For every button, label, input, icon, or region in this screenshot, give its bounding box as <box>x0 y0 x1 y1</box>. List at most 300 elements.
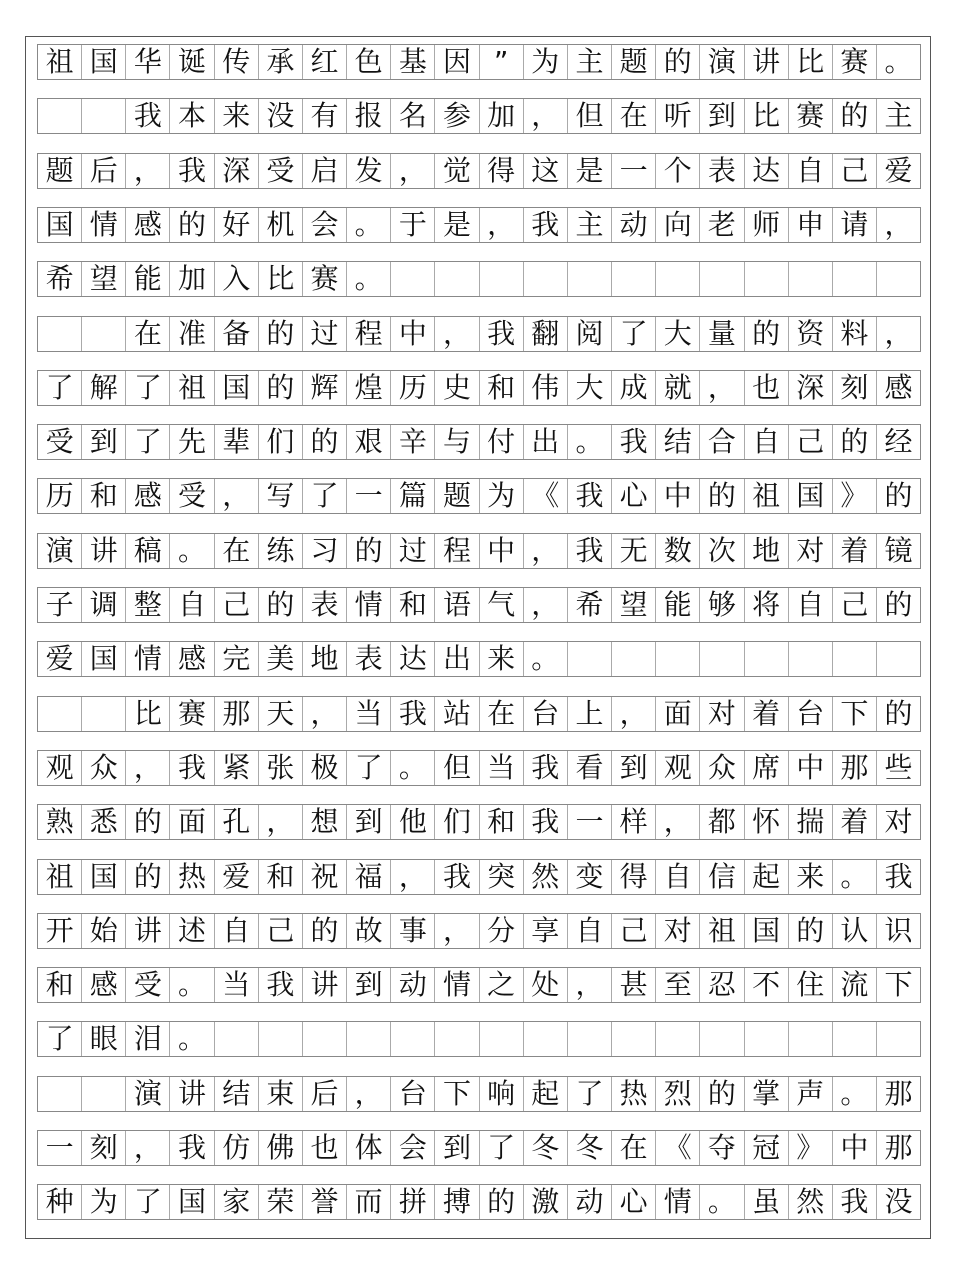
char-cell: 然 <box>789 1185 833 1219</box>
char-cell: 《 <box>524 479 568 513</box>
char-cell: 赛 <box>303 262 347 296</box>
char-cell: 变 <box>568 860 612 894</box>
char-cell: 那 <box>884 1076 913 1110</box>
char-cell: 我 <box>170 154 214 188</box>
char-cell: 为 <box>524 45 568 79</box>
char-cell: 篇 <box>391 479 435 513</box>
char-cell: 参 <box>435 99 479 133</box>
char-cell: 束 <box>259 1077 303 1111</box>
char-cell: 和 <box>38 968 82 1002</box>
char-cell: 受 <box>38 425 82 459</box>
char-cell: 演 <box>700 45 744 79</box>
char-cell: 孔 <box>215 805 259 839</box>
char-cell: 到 <box>347 805 391 839</box>
char-cell: 无 <box>612 534 656 568</box>
char-cell: 是 <box>435 208 479 242</box>
char-cell: 那 <box>833 751 877 785</box>
char-cell: 加 <box>480 99 524 133</box>
char-cell: 地 <box>745 534 789 568</box>
char-cell: 下 <box>435 1077 479 1111</box>
char-cell: 到 <box>347 968 391 1002</box>
char-cell: 他 <box>391 805 435 839</box>
char-cell <box>38 697 82 731</box>
char-cell: 国 <box>215 371 259 405</box>
text-line <box>37 261 921 297</box>
char-cell: 祖 <box>38 860 82 894</box>
char-cell: ， <box>524 588 568 622</box>
char-cell <box>656 1022 700 1056</box>
char-cell: 福 <box>347 860 391 894</box>
char-cell: 揣 <box>789 805 833 839</box>
char-cell: 我 <box>524 751 568 785</box>
char-cell: 语 <box>435 588 479 622</box>
char-cell: 己 <box>833 588 877 622</box>
char-cell: 面 <box>170 805 214 839</box>
char-cell: 于 <box>391 208 435 242</box>
char-cell: 华 <box>126 45 170 79</box>
char-cell: 启 <box>303 154 347 188</box>
char-cell: 台 <box>524 697 568 731</box>
char-cell: 成 <box>612 371 656 405</box>
char-cell: 一 <box>38 1131 82 1165</box>
char-cell: 比 <box>789 45 833 79</box>
char-cell: 料 <box>833 317 877 351</box>
char-cell: 地 <box>303 642 347 676</box>
char-cell: ， <box>215 479 259 513</box>
char-cell: 己 <box>259 914 303 948</box>
char-cell: 热 <box>612 1077 656 1111</box>
char-cell: 席 <box>745 751 789 785</box>
char-cell: 解 <box>82 371 126 405</box>
char-cell: 冠 <box>745 1131 789 1165</box>
char-cell: 这 <box>524 154 568 188</box>
char-cell: 煌 <box>347 371 391 405</box>
char-cell: 述 <box>170 914 214 948</box>
char-cell: 动 <box>612 208 656 242</box>
char-cell <box>877 1022 920 1056</box>
text-line <box>37 859 921 895</box>
char-cell: 了 <box>612 317 656 351</box>
char-cell: 老 <box>700 208 744 242</box>
char-cell: 经 <box>884 425 913 459</box>
char-cell: 辈 <box>215 425 259 459</box>
char-cell <box>524 1022 568 1056</box>
char-cell <box>524 262 568 296</box>
char-cell: 量 <box>700 317 744 351</box>
char-cell: 国 <box>38 208 82 242</box>
char-cell: 的 <box>347 534 391 568</box>
char-cell: 到 <box>700 99 744 133</box>
char-cell: 面 <box>656 697 700 731</box>
char-cell: ， <box>480 208 524 242</box>
char-cell: 大 <box>568 371 612 405</box>
char-cell: 不 <box>745 968 789 1002</box>
char-cell: 看 <box>568 751 612 785</box>
char-cell: 感 <box>82 968 126 1002</box>
char-cell: 动 <box>391 968 435 1002</box>
char-cell: 是 <box>568 154 612 188</box>
char-cell: 出 <box>435 642 479 676</box>
char-cell <box>789 1022 833 1056</box>
char-cell <box>656 642 700 676</box>
char-cell: ， <box>435 317 479 351</box>
char-cell: 的 <box>656 45 700 79</box>
char-cell: 和 <box>480 371 524 405</box>
char-cell: 翻 <box>524 317 568 351</box>
text-line <box>37 316 921 352</box>
char-cell: 想 <box>303 805 347 839</box>
char-cell: 在 <box>612 1131 656 1165</box>
char-cell: 辉 <box>303 371 347 405</box>
char-cell <box>612 642 656 676</box>
char-cell: 望 <box>82 262 126 296</box>
char-cell: 也 <box>745 371 789 405</box>
text-line <box>37 98 921 134</box>
char-cell: 来 <box>215 99 259 133</box>
char-cell: ， <box>568 968 612 1002</box>
char-cell: 事 <box>391 914 435 948</box>
char-cell: 国 <box>82 642 126 676</box>
char-cell: 和 <box>82 479 126 513</box>
char-cell: 表 <box>700 154 744 188</box>
char-cell: ， <box>884 316 913 350</box>
char-cell: 心 <box>612 479 656 513</box>
char-cell: 我 <box>568 534 612 568</box>
char-cell: 祖 <box>700 914 744 948</box>
char-cell: 在 <box>612 99 656 133</box>
char-cell: 故 <box>347 914 391 948</box>
char-cell: 了 <box>126 1185 170 1219</box>
char-cell: 至 <box>656 968 700 1002</box>
char-cell: 基 <box>391 45 435 79</box>
char-cell: 中 <box>833 1131 877 1165</box>
char-cell: 后 <box>303 1077 347 1111</box>
char-cell: 到 <box>82 425 126 459</box>
char-cell: 张 <box>259 751 303 785</box>
char-cell: 着 <box>833 805 877 839</box>
char-cell: 对 <box>884 805 913 839</box>
char-cell: 程 <box>347 317 391 351</box>
char-cell <box>82 317 126 351</box>
char-cell: 开 <box>38 914 82 948</box>
char-cell <box>700 262 744 296</box>
char-cell <box>745 1022 789 1056</box>
char-cell: 。 <box>347 208 391 242</box>
char-cell: 。 <box>568 425 612 459</box>
char-cell: 自 <box>789 154 833 188</box>
char-cell <box>38 317 82 351</box>
char-cell: 自 <box>789 588 833 622</box>
char-cell: 一 <box>568 805 612 839</box>
char-cell: 我 <box>126 99 170 133</box>
char-cell: 加 <box>170 262 214 296</box>
text-line <box>37 1184 921 1220</box>
char-cell: 就 <box>656 371 700 405</box>
char-cell: 我 <box>612 425 656 459</box>
char-cell: 够 <box>700 588 744 622</box>
char-cell: 怀 <box>745 805 789 839</box>
text-line <box>37 967 921 1003</box>
char-cell: 次 <box>700 534 744 568</box>
char-cell: 和 <box>259 860 303 894</box>
text-line <box>37 370 921 406</box>
char-cell: 我 <box>259 968 303 1002</box>
char-cell <box>568 262 612 296</box>
char-cell: 自 <box>568 914 612 948</box>
char-cell: 比 <box>745 99 789 133</box>
text-line <box>37 533 921 569</box>
char-cell: 天 <box>259 697 303 731</box>
char-cell: 美 <box>259 642 303 676</box>
char-cell: 国 <box>82 860 126 894</box>
char-cell: 的 <box>170 208 214 242</box>
char-cell: 一 <box>347 479 391 513</box>
char-cell: 将 <box>745 588 789 622</box>
char-cell: 感 <box>126 208 170 242</box>
char-cell: 。 <box>347 262 391 296</box>
char-cell: 希 <box>568 588 612 622</box>
char-cell: 识 <box>884 913 913 947</box>
char-cell: ， <box>524 99 568 133</box>
text-line <box>37 44 921 80</box>
char-cell: 没 <box>259 99 303 133</box>
char-cell: 感 <box>170 642 214 676</box>
char-cell: 心 <box>612 1185 656 1219</box>
char-cell: 住 <box>789 968 833 1002</box>
char-cell: 熟 <box>38 805 82 839</box>
char-cell: 结 <box>215 1077 259 1111</box>
char-cell: 样 <box>612 805 656 839</box>
char-cell <box>435 1022 479 1056</box>
char-cell: 会 <box>303 208 347 242</box>
char-cell: 能 <box>126 262 170 296</box>
char-cell: 情 <box>656 1185 700 1219</box>
char-cell: 紧 <box>215 751 259 785</box>
char-cell: ， <box>303 697 347 731</box>
char-cell: 国 <box>789 479 833 513</box>
char-cell: 起 <box>524 1077 568 1111</box>
char-cell: 准 <box>170 317 214 351</box>
char-cell: 都 <box>700 805 744 839</box>
char-cell: 那 <box>884 1131 913 1164</box>
char-cell: 付 <box>480 425 524 459</box>
char-cell: 们 <box>259 425 303 459</box>
char-cell: 众 <box>82 751 126 785</box>
char-cell: 对 <box>789 534 833 568</box>
char-cell: 后 <box>82 154 126 188</box>
char-cell <box>789 642 833 676</box>
char-cell: ， <box>391 154 435 188</box>
char-cell <box>568 1022 612 1056</box>
char-cell: 向 <box>656 208 700 242</box>
char-cell: 国 <box>82 45 126 79</box>
text-line <box>37 913 921 949</box>
char-cell: ， <box>126 751 170 785</box>
char-cell: 达 <box>745 154 789 188</box>
text-line <box>37 478 921 514</box>
char-cell: 整 <box>126 588 170 622</box>
char-cell <box>700 1022 744 1056</box>
text-line <box>37 207 921 243</box>
char-cell: 我 <box>524 208 568 242</box>
char-cell <box>303 1022 347 1056</box>
char-cell: 己 <box>789 425 833 459</box>
char-cell: 了 <box>568 1077 612 1111</box>
char-cell: 仿 <box>215 1131 259 1165</box>
char-cell: 得 <box>480 154 524 188</box>
text-line <box>37 804 921 840</box>
char-cell: 表 <box>347 642 391 676</box>
char-cell: 眼 <box>82 1022 126 1056</box>
char-cell: 赛 <box>833 45 877 79</box>
char-cell: 入 <box>215 262 259 296</box>
char-cell: 突 <box>480 860 524 894</box>
char-cell: 对 <box>700 697 744 731</box>
char-cell: 讲 <box>303 968 347 1002</box>
char-cell: 些 <box>884 750 913 784</box>
char-cell: 了 <box>303 479 347 513</box>
char-cell: 感 <box>884 370 913 404</box>
char-cell: 极 <box>303 751 347 785</box>
char-cell: 佛 <box>259 1131 303 1165</box>
char-cell: 当 <box>480 751 524 785</box>
char-cell: 在 <box>480 697 524 731</box>
char-cell: 。 <box>524 642 568 676</box>
char-cell: 一 <box>612 154 656 188</box>
char-cell: 报 <box>347 99 391 133</box>
char-cell: 。 <box>833 1077 877 1111</box>
char-cell: 自 <box>656 860 700 894</box>
char-cell: 色 <box>347 45 391 79</box>
char-cell: 自 <box>170 588 214 622</box>
char-cell: 对 <box>656 914 700 948</box>
char-cell: 在 <box>215 534 259 568</box>
text-line <box>37 587 921 623</box>
char-cell: 情 <box>82 208 126 242</box>
char-cell: 《 <box>656 1131 700 1165</box>
char-cell: 辛 <box>391 425 435 459</box>
char-cell: 大 <box>656 317 700 351</box>
char-cell: 》 <box>789 1131 833 1165</box>
char-cell: 自 <box>215 914 259 948</box>
char-cell: 调 <box>82 588 126 622</box>
char-cell: 台 <box>391 1077 435 1111</box>
char-cell: 分 <box>480 914 524 948</box>
char-cell: 我 <box>524 805 568 839</box>
char-cell: 受 <box>259 154 303 188</box>
char-cell: 听 <box>656 99 700 133</box>
char-cell: 国 <box>170 1185 214 1219</box>
char-cell: 子 <box>38 588 82 622</box>
char-cell: 悉 <box>82 805 126 839</box>
char-cell <box>745 642 789 676</box>
char-cell: 演 <box>38 534 82 568</box>
char-cell: 观 <box>656 751 700 785</box>
char-cell: 演 <box>126 1077 170 1111</box>
char-cell: 资 <box>789 317 833 351</box>
char-cell: 题 <box>612 45 656 79</box>
char-cell: 的 <box>745 317 789 351</box>
char-cell: 祖 <box>38 45 82 79</box>
char-cell: 受 <box>170 479 214 513</box>
char-cell <box>612 1022 656 1056</box>
char-cell: 镜 <box>884 533 913 567</box>
char-cell: 和 <box>480 805 524 839</box>
char-cell: 赛 <box>170 697 214 731</box>
char-cell: 热 <box>170 860 214 894</box>
char-cell: 忍 <box>700 968 744 1002</box>
char-cell: 处 <box>524 968 568 1002</box>
char-cell: 虽 <box>745 1185 789 1219</box>
char-cell: 的 <box>303 425 347 459</box>
char-cell: 信 <box>700 860 744 894</box>
char-cell: 感 <box>126 479 170 513</box>
char-cell: 的 <box>126 860 170 894</box>
char-cell: 上 <box>568 697 612 731</box>
char-cell: 夺 <box>700 1131 744 1165</box>
char-cell: 冬 <box>568 1131 612 1165</box>
char-cell: 完 <box>215 642 259 676</box>
char-cell: 也 <box>303 1131 347 1165</box>
char-cell: 了 <box>38 371 82 405</box>
char-cell: 过 <box>391 534 435 568</box>
char-cell <box>480 262 524 296</box>
char-cell: 结 <box>656 425 700 459</box>
char-cell: 而 <box>347 1185 391 1219</box>
char-cell: 己 <box>215 588 259 622</box>
char-cell: 我 <box>435 860 479 894</box>
char-cell: 来 <box>789 860 833 894</box>
char-cell: 观 <box>38 751 82 785</box>
char-cell: 讲 <box>82 534 126 568</box>
text-line <box>37 153 921 189</box>
char-cell: 主 <box>568 208 612 242</box>
char-cell: 我 <box>480 317 524 351</box>
char-cell: 承 <box>259 45 303 79</box>
char-cell: 来 <box>480 642 524 676</box>
char-cell: 我 <box>170 1131 214 1165</box>
char-cell: 掌 <box>745 1077 789 1111</box>
char-cell <box>789 262 833 296</box>
char-cell: 申 <box>789 208 833 242</box>
char-cell: 名 <box>391 99 435 133</box>
char-cell <box>480 1022 524 1056</box>
char-cell: 赛 <box>789 99 833 133</box>
char-cell: 荣 <box>259 1185 303 1219</box>
char-cell: 祖 <box>745 479 789 513</box>
char-cell <box>391 1022 435 1056</box>
char-cell: 。 <box>170 968 214 1002</box>
char-cell: ， <box>435 914 479 948</box>
char-cell: 过 <box>303 317 347 351</box>
char-cell: 到 <box>435 1131 479 1165</box>
char-cell: 祝 <box>303 860 347 894</box>
char-cell: 爱 <box>884 153 913 187</box>
char-cell: 历 <box>38 479 82 513</box>
char-cell: 我 <box>884 859 913 893</box>
char-cell: ， <box>126 1131 170 1165</box>
char-cell: 的 <box>259 588 303 622</box>
char-cell: 为 <box>82 1185 126 1219</box>
char-cell: 题 <box>435 479 479 513</box>
char-cell: 声 <box>789 1077 833 1111</box>
char-cell: 合 <box>700 425 744 459</box>
char-cell: 达 <box>391 642 435 676</box>
char-cell: 。 <box>700 1185 744 1219</box>
char-cell: 站 <box>435 697 479 731</box>
char-cell: 题 <box>38 154 82 188</box>
char-cell: 响 <box>480 1077 524 1111</box>
